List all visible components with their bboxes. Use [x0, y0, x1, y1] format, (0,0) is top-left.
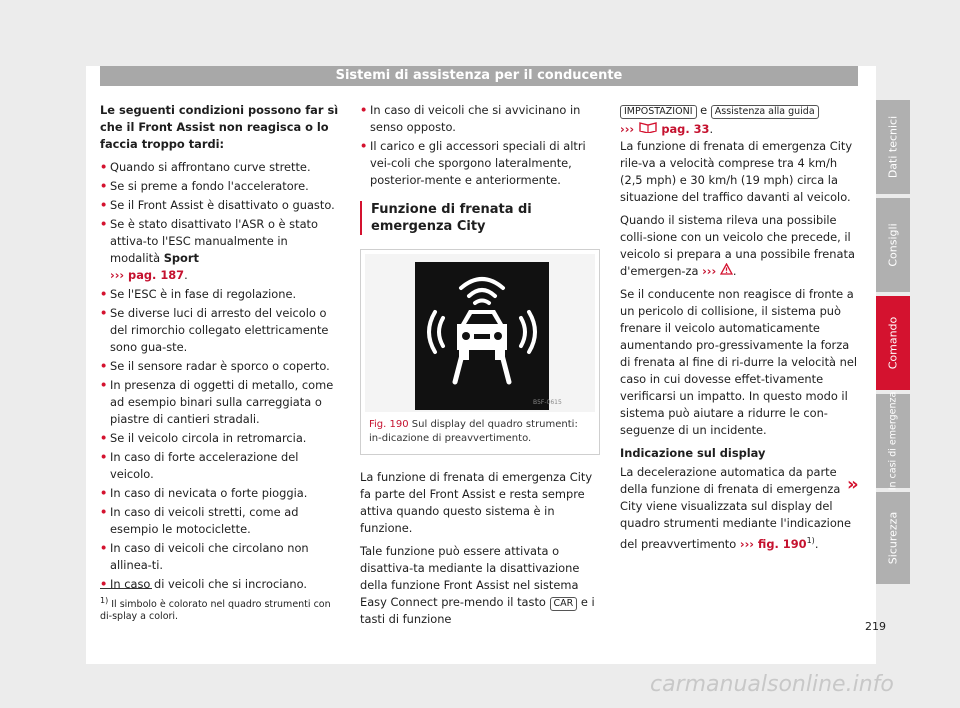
section-title: Funzione di frenata di emergenza City — [360, 201, 600, 235]
paragraph: La decelerazione automatica da parte della funzione di frenata di emergenza City viene visualizzata sul display del quadro strumenti mediante l'indicazione del preavvertimento ››› fig. 190$^{1)}$. — [620, 465, 852, 551]
list-item: • Se è stato disattivato l'ASR o è stato attiva-to l'ESC manualmente in modalità Sport ››› pag. 187. — [100, 217, 318, 282]
list-item: • Se il Front Assist è disattivato o guasto. — [100, 198, 335, 212]
list-item: • Quando si affrontano curve strette. — [100, 160, 311, 174]
column-1 — [100, 102, 340, 595]
paragraph: ››› pag. 33. — [620, 122, 714, 136]
paragraph: La funzione di frenata di emergenza City rile-va a velocità comprese tra 4 km/h (2,5 mph) e 30 km/h (19 mph) circa la situazione del traffico davanti al veicolo. — [620, 139, 853, 204]
list-item: • In caso di veicoli che si avvicinano in senso opposto. — [360, 103, 581, 134]
figure-190 — [360, 249, 600, 455]
list-item: • Se diverse luci di arresto del veicolo o del rimorchio collegato elettricamente sono gua-ste. — [100, 306, 329, 354]
list-item: • Il carico e gli accessori speciali di altri vei-coli che sporgono lateralmente, posterior-mente e anteriormente. — [360, 139, 586, 187]
column-3 — [620, 102, 860, 559]
list-item: • In caso di veicoli che circolano non allinea-ti. — [100, 541, 309, 572]
subheading: Indicazione sul display — [620, 446, 766, 460]
collision-warning-icon — [365, 254, 597, 412]
paragraph: La funzione di frenata di emergenza City fa parte del Front Assist e resta sempre attiva quando questo sistema è in funzione. — [360, 470, 593, 535]
list-item: • In caso di veicoli stretti, come ad esempio le motociclette. — [100, 505, 299, 536]
list-item: • Se si preme a fondo l'acceleratore. — [100, 179, 309, 193]
page-ref-link[interactable]: pag. 33 — [661, 122, 710, 136]
tab-sicurezza[interactable]: Sicurezza — [876, 492, 910, 584]
warning-icon — [720, 263, 733, 275]
footnote: $^{1)}$ Il simbolo è colorato nel quadro strumenti con di-splay a colori. — [100, 588, 340, 623]
intro-text: Le seguenti condizioni possono far sì che il Front Assist non reagisca o lo faccia troppo tardi: — [100, 103, 339, 151]
paragraph: Quando il sistema rileva una possibile colli-sione con un veicolo che precede, il veicolo si prepara a una possibile frenata d'emergen-za ››› . — [620, 213, 855, 278]
figure-label: Fig. 190 — [369, 419, 409, 430]
paragraph: Tale funzione può essere attivata o disattiva-ta mediante la disattivazione della funzione Front Assist nel sistema Easy Connect pre-mendo il tasto CAR e i tasti di funzione — [360, 544, 595, 626]
car-key: CAR — [550, 597, 578, 611]
list-item: • In caso di forte accelerazione del veicolo. — [100, 450, 299, 481]
list-item: • In caso di veicoli che si incrociano. — [100, 577, 307, 591]
page-ref-link[interactable]: ››› pag. 187 — [110, 268, 185, 282]
tab-dati-tecnici[interactable]: Dati tecnici — [876, 100, 910, 194]
list-item: • Se l'ESC è in fase di regolazione. — [100, 287, 297, 301]
figure-caption: Fig. 190 Sul display del quadro strumenti: in-dicazione di preavvertimento. — [369, 419, 578, 444]
tab-in-casi-di-emergenza[interactable]: In casi di emergenza — [876, 394, 910, 488]
tab-comando[interactable]: Comando — [876, 296, 910, 390]
sport-mode: Sport — [163, 251, 199, 265]
continue-icon: » — [847, 474, 859, 495]
list-item: • In presenza di oggetti di metallo, come ad esempio binari sulla carreggiata o piastre di cantieri stradali. — [100, 378, 334, 426]
footnote-divider — [100, 588, 152, 589]
paragraph: Se il conducente non reagisce di fronte a un pericolo di collisione, il sistema può frenare il veicolo automaticamente aumentando pro-gressivamente la forza di frenata al fine di ri-durre la velocità nel caso in cui dovesse effet-tivamente verificarsi un impatto. In questo modo il sistema può aiutare a ridurre le con-seguenze di un incidente. — [620, 287, 858, 437]
list-item: • Se il sensore radar è sporco o coperto. — [100, 359, 330, 373]
tab-consigli[interactable]: Consigli — [876, 198, 910, 292]
figure-code: B5F-0615 — [533, 399, 562, 406]
ref-arrows: ››› — [620, 122, 635, 136]
fig-ref-link[interactable]: ››› fig. 190 — [739, 536, 807, 551]
condition-list-continued — [360, 102, 600, 189]
column-2 — [360, 102, 600, 634]
list-item: • In caso di nevicata o forte pioggia. — [100, 486, 308, 500]
driving-assist-key: Assistenza alla guida — [711, 105, 819, 119]
condition-list — [100, 159, 340, 593]
list-item: • Se il veicolo circola in retromarcia. — [100, 431, 307, 445]
paragraph: IMPOSTAZIONI e Assistenza alla guida — [620, 102, 860, 119]
book-icon — [638, 121, 658, 133]
settings-key: IMPOSTAZIONI — [620, 105, 697, 119]
figure-image — [365, 254, 595, 412]
watermark: carmanualsonline.info — [650, 672, 894, 697]
page-number: 219 — [865, 620, 886, 633]
page-header: Sistemi di assistenza per il conducente — [100, 66, 858, 86]
